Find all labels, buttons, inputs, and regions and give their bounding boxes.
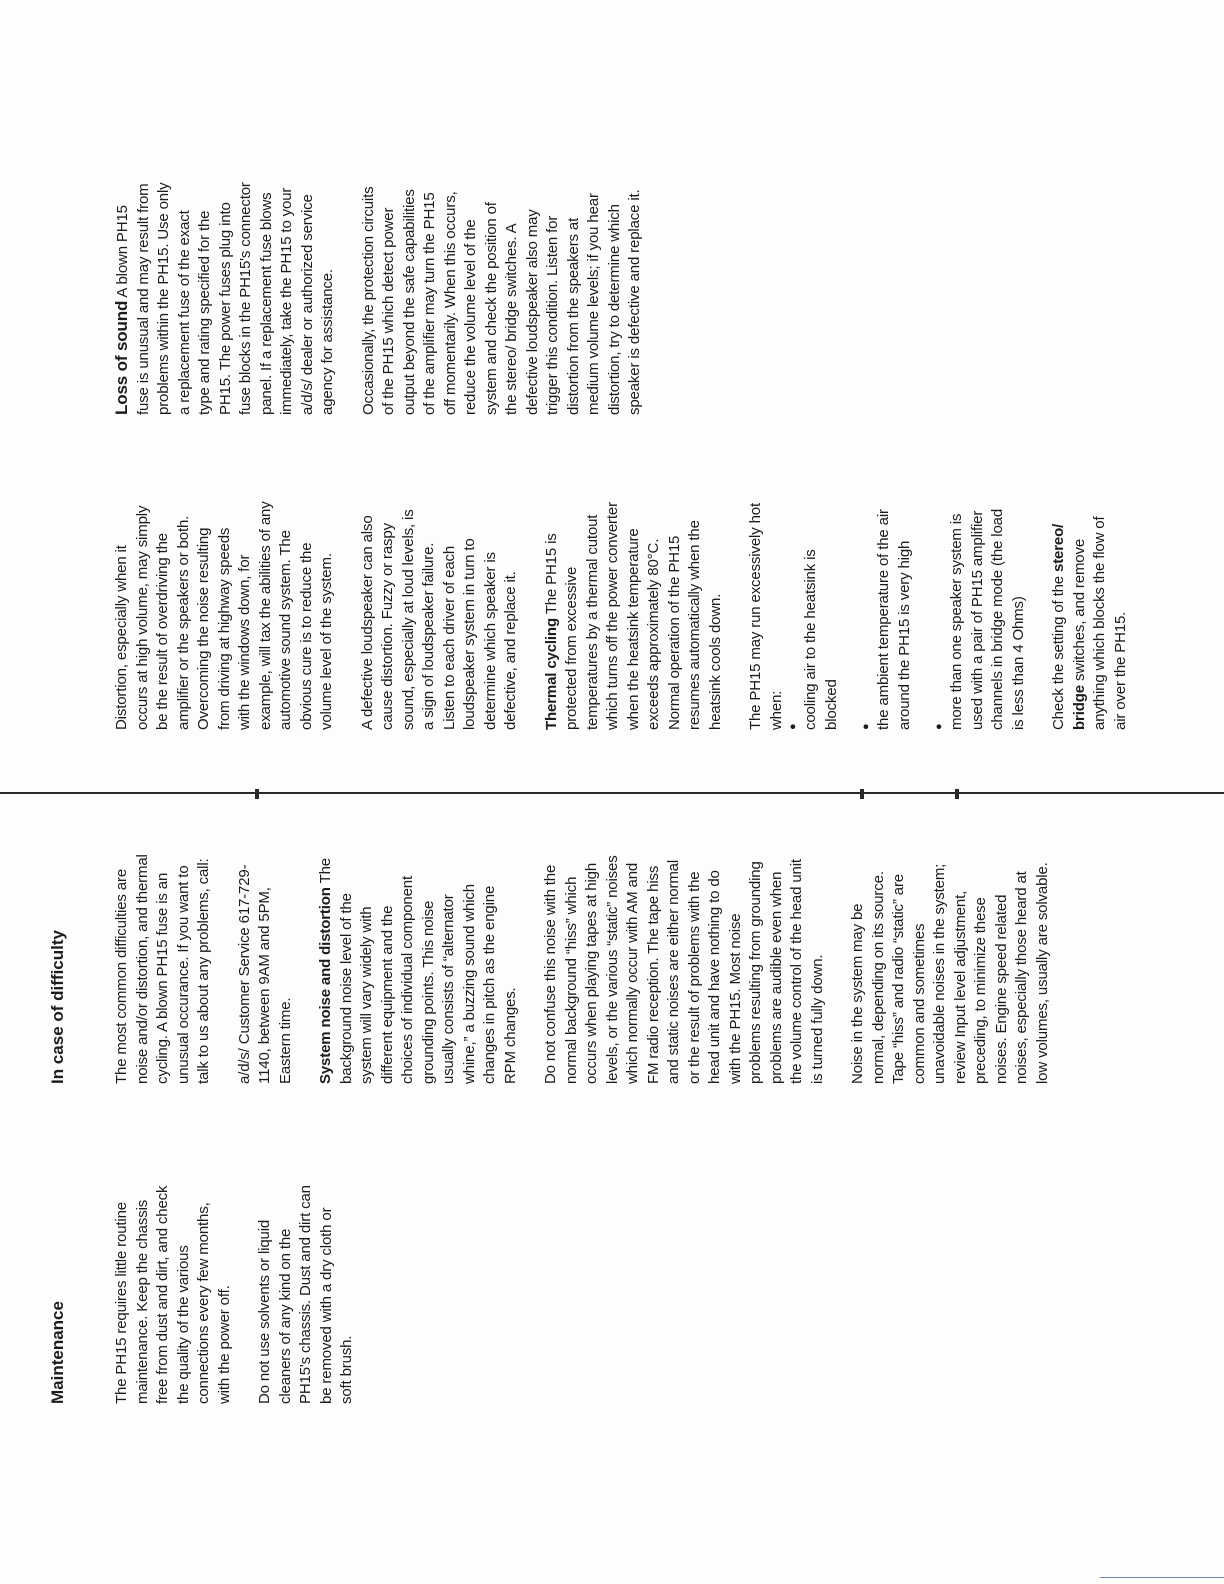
list-item [787, 500, 842, 730]
thermal-cycling-lead: Thermal cycling [542, 618, 560, 730]
page-fold-line [0, 792, 1224, 794]
check-switches-paragraph [1049, 500, 1131, 730]
loss-of-sound-column [112, 181, 666, 415]
system-noise-body: The background noise level of the system will vary widely with different equipment and the choices of individual component grounding points. This noise usually consists of “alternator whine,” a buzzing sound which changes in pitch as the engine RPM changes. [317, 858, 519, 1084]
stereo-bridge-bold: stereo/ bridge [1050, 523, 1088, 730]
maintenance-paragraph-2: Do not use solvents or liquid cleaners of any kind on the PH15's chassis. Dust and dirt can be removed with a dry cloth or soft brush. [256, 1185, 355, 1404]
distortion-column [112, 500, 1151, 730]
list-item-text: more than one speaker system is used with a pair of PH15 amplifier channels in bridge mode (the load is less than 4 Ohms) [948, 508, 1027, 730]
difficulty-heading: In case of difficulty [48, 930, 67, 1084]
hot-conditions-list [787, 500, 1029, 730]
difficulty-column [112, 852, 1073, 1084]
maintenance-column [112, 1182, 378, 1404]
maintenance-paragraph-1: The PH15 requires little routine maintenance. Keep the chassis free from dust and dirt, and check the quality of the various connections every few months, with the power off. [113, 1185, 233, 1404]
loss-of-sound-lead: Loss of sound [112, 300, 131, 415]
loss-of-sound-paragraph [112, 181, 339, 415]
protection-circuits-paragraph: Occasionally, the protection circuits of the PH15 which detect power output beyond the safe capabilities of the amplifier may turn the PH15 off momentarily. When this occurs, reduce the volume level of the system and check the position of the stereo/ bridge switches. A defective loudspeaker also may trigger this condition. Listen for distortion from the speakers at medium volume levels; if you hear distortion, try to determine which speaker is defective and replace it. [359, 186, 643, 415]
hiss-paragraph: Do not confuse this noise with the normal background “hiss” which occurs when playing tapes at high levels, or the various “static” noises which normally occur with AM and FM radio reception. The tape hiss and static noises are either normal or the result of problems with the head unit and have nothing to do with the PH15. Most noise problems resulting from grounding problems are audible even when the volume control of the head unit is turned fully down. [542, 855, 826, 1084]
list-item [933, 500, 1029, 730]
thermal-cycling-body: The PH15 is protected from excessive temperatures by a thermal cutout which turns off the power converter when the heatsink temperature exceeds approximately 80°C. Normal operation of the PH15 resumes automatically when the heatsink cools down. [542, 502, 724, 730]
bullet-icon: ● [860, 723, 872, 730]
maintenance-heading: Maintenance [48, 1301, 67, 1404]
loss-of-sound-body: A blown PH15 fuse is unusual and may result from problems within the PH15. Use only a replacement fuse of the exact type and rating specified for the PH15. The power fuses plug into fuse blocks in the PH15's connector panel. If a replacement fuse blows immediately, take the PH15 to your a/d/s/ dealer or authorized service agency for assistance. [114, 182, 336, 415]
check-text-post: switches, and remove anything which blocks the flow of air over the PH15. [1070, 516, 1129, 730]
list-item-text: the ambient temperature of the air around the PH15 is very high [875, 509, 913, 730]
thermal-cycling-paragraph [542, 500, 727, 730]
bullet-icon: ● [933, 723, 945, 730]
list-item [860, 500, 915, 730]
normal-noise-paragraph: Noise in the system may be normal, depending on its source. Tape “hiss” and radio “static” are common and sometimes unavoidable noises in the system; review Input level adjustment, preceding, to minimize these noises. Engine speed related noises, especially those heard at low volumes, usually are solvable. [849, 862, 1051, 1084]
list-item-text: cooling air to the heatsink is blocked [802, 549, 840, 730]
bullet-icon: ● [787, 723, 799, 730]
system-noise-lead: System noise and distortion [317, 887, 334, 1084]
customer-service-contact: a/d/s/ Customer Service 617-729-1140, between 9AM and 5PM, Eastern time. [235, 864, 294, 1084]
left-page [0, 792, 1224, 1584]
scan-edge-rule [1100, 1577, 1224, 1578]
system-noise-paragraph [316, 852, 521, 1084]
difficulty-intro: The most common difficulties are noise and/or distortion, and thermal cycling. A blown PH15 fuse is an unusual occurance. If you want to talk to us about any problems, call: [113, 854, 212, 1084]
check-text-pre: Check the setting of the [1050, 571, 1067, 730]
distortion-paragraph: Distortion, especially when it occurs at high volume, may simply be the result of overdriving the amplifier or the speakers or both. Overcoming the noise resulting from driving at highway speeds with the windows down, for example, will tax the abilities of any automotive sound system. The obvious cure is to reduce the volume level of the system. [113, 501, 335, 730]
hot-conditions-intro: The PH15 may run excessively hot when: [747, 503, 785, 730]
defective-speaker-paragraph: A defective loudspeaker can also cause distortion. Fuzzy or raspy sound, especially at loud levels, is a sign of loudspeaker failure. Listen to each driver of each loudspeaker system in turn to determine which speaker is defective, and replace it. [358, 509, 519, 730]
